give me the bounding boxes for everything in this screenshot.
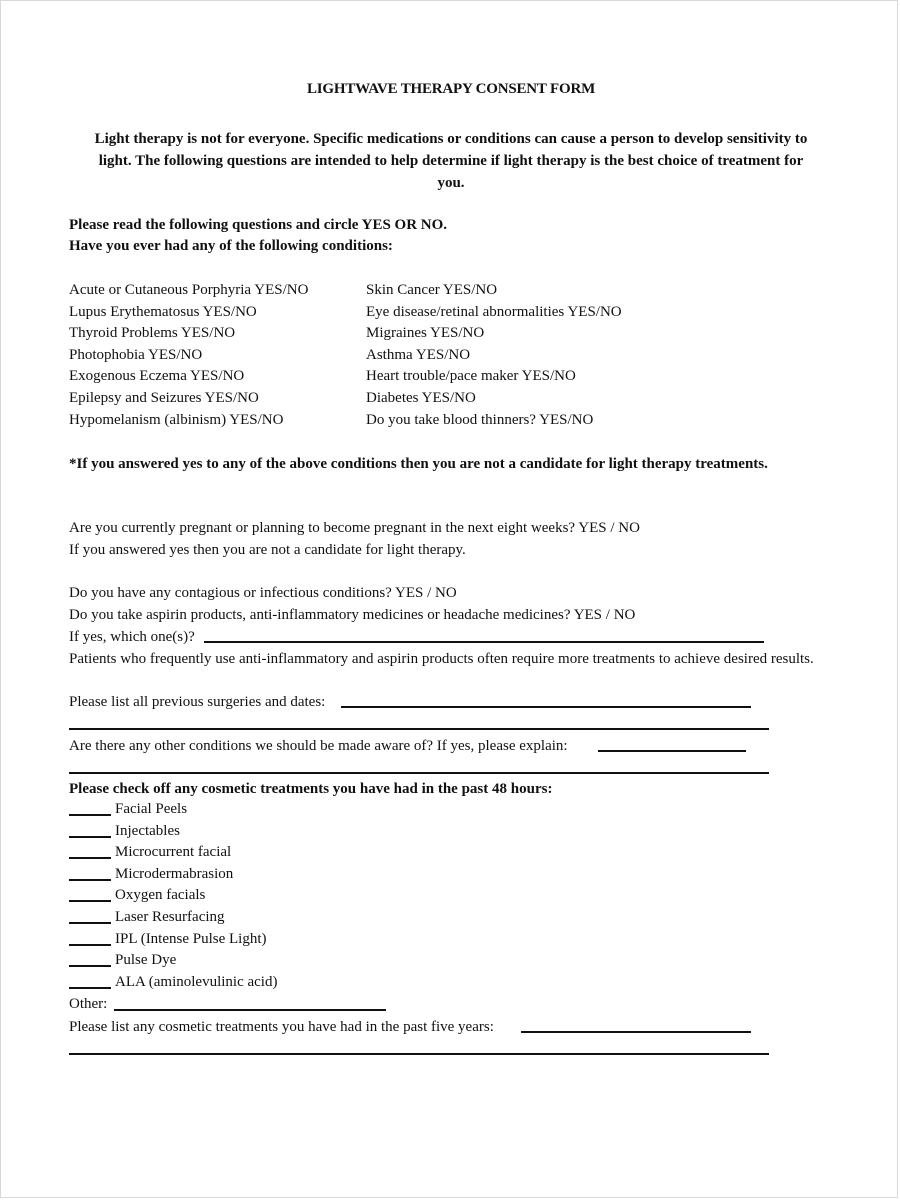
other-treatment-line[interactable]: [114, 1009, 386, 1011]
five-years-answer-line-2[interactable]: [69, 1053, 769, 1055]
cosmetic-item-label: Microdermabrasion: [115, 865, 234, 882]
aspirin-question[interactable]: Do you take aspirin products, anti-inflammatory medicines or headache medicines? YES / NO: [69, 607, 636, 623]
checkbox-blank[interactable]: [69, 922, 111, 924]
condition-item[interactable]: Lupus Erythematosus YES/NO: [69, 303, 257, 320]
instructions-line-2: Have you ever had any of the following conditions:: [69, 238, 393, 254]
contagious-question[interactable]: Do you have any contagious or infectious conditions? YES / NO: [69, 585, 457, 601]
pregnancy-note: If you answered yes then you are not a candidate for light therapy.: [69, 542, 466, 558]
cosmetic-item-label: IPL (Intense Pulse Light): [115, 930, 267, 947]
condition-item[interactable]: Epilepsy and Seizures YES/NO: [69, 389, 259, 406]
cosmetic-item-label: Microcurrent facial: [115, 844, 232, 861]
other-conditions-answer-line[interactable]: [598, 750, 746, 752]
checkbox-blank[interactable]: [69, 965, 111, 967]
checkbox-blank[interactable]: [69, 879, 111, 881]
condition-item[interactable]: Thyroid Problems YES/NO: [69, 325, 236, 342]
condition-item[interactable]: Photophobia YES/NO: [69, 346, 203, 363]
condition-item[interactable]: Heart trouble/pace maker YES/NO: [366, 368, 576, 385]
which-answer-line[interactable]: [204, 641, 764, 643]
cosmetic-heading: Please check off any cosmetic treatments you have had in the past 48 hours:: [69, 781, 553, 797]
surgeries-answer-line-2[interactable]: [69, 728, 769, 730]
condition-item[interactable]: Hypomelanism (albinism) YES/NO: [69, 411, 284, 428]
cosmetic-item-label: Oxygen facials: [115, 887, 206, 904]
other-conditions-answer-line-2[interactable]: [69, 772, 769, 774]
cosmetic-item[interactable]: [69, 799, 469, 821]
form-title: LIGHTWAVE THERAPY CONSENT FORM: [306, 81, 596, 97]
five-years-label: Please list any cosmetic treatments you have had in the past five years:: [69, 1019, 494, 1035]
intro-paragraph: Light therapy is not for everyone. Specific medications or conditions can cause a person to develop sensitivity to light. The following questions are intended to help determine if light therapy is the best choice of treatment for you.: [94, 131, 808, 191]
cosmetic-item-label: Injectables: [115, 822, 180, 839]
checkbox-blank[interactable]: [69, 900, 111, 902]
other-treatment-label: Other:: [69, 996, 108, 1012]
checkbox-blank[interactable]: [69, 857, 111, 859]
which-label: If yes, which one(s)?: [69, 629, 195, 645]
other-conditions-label: Are there any other conditions we should be made aware of? If yes, please explain:: [69, 738, 568, 754]
cosmetic-item[interactable]: [69, 821, 469, 843]
cosmetic-item[interactable]: [69, 972, 469, 994]
condition-item[interactable]: Acute or Cutaneous Porphyria YES/NO: [69, 282, 309, 298]
instructions: [69, 215, 829, 257]
cosmetic-item[interactable]: [69, 929, 469, 951]
five-years-answer-line[interactable]: [521, 1031, 751, 1033]
checkbox-blank[interactable]: [69, 814, 111, 816]
pregnancy-question[interactable]: Are you currently pregnant or planning to become pregnant in the next eight weeks? YES / NO: [69, 520, 640, 536]
checkbox-blank[interactable]: [69, 836, 111, 838]
cosmetic-item[interactable]: [69, 864, 469, 886]
cosmetic-item[interactable]: [69, 885, 469, 907]
cosmetic-item[interactable]: [69, 950, 469, 972]
condition-item[interactable]: Skin Cancer YES/NO: [366, 282, 498, 298]
condition-item[interactable]: Exogenous Eczema YES/NO: [69, 368, 245, 385]
candidate-warning: *If you answered yes to any of the above conditions then you are not a candidate for light therapy treatments.: [69, 456, 768, 472]
cosmetic-checklist: [69, 799, 469, 993]
conditions-right-column: [366, 280, 826, 431]
patients-note: Patients who frequently use anti-inflammatory and aspirin products often require more treatments to achieve desired results.: [69, 651, 814, 667]
instructions-line-1: Please read the following questions and circle YES OR NO.: [69, 217, 448, 233]
condition-item[interactable]: Diabetes YES/NO: [366, 389, 476, 406]
cosmetic-item-label: Pulse Dye: [115, 952, 177, 969]
cosmetic-item-label: Facial Peels: [115, 801, 188, 817]
cosmetic-item[interactable]: [69, 842, 469, 864]
checkbox-blank[interactable]: [69, 987, 111, 989]
condition-item[interactable]: Eye disease/retinal abnormalities YES/NO: [366, 303, 622, 320]
condition-item[interactable]: Migraines YES/NO: [366, 325, 485, 342]
surgeries-answer-line[interactable]: [341, 706, 751, 708]
cosmetic-item-label: Laser Resurfacing: [115, 908, 225, 925]
condition-item[interactable]: Asthma YES/NO: [366, 346, 471, 363]
surgeries-label: Please list all previous surgeries and dates:: [69, 694, 326, 710]
cosmetic-item[interactable]: [69, 907, 469, 929]
conditions-left-column: [69, 280, 359, 431]
condition-item[interactable]: Do you take blood thinners? YES/NO: [366, 411, 594, 428]
cosmetic-item-label: ALA (aminolevulinic acid): [115, 973, 278, 990]
checkbox-blank[interactable]: [69, 944, 111, 946]
